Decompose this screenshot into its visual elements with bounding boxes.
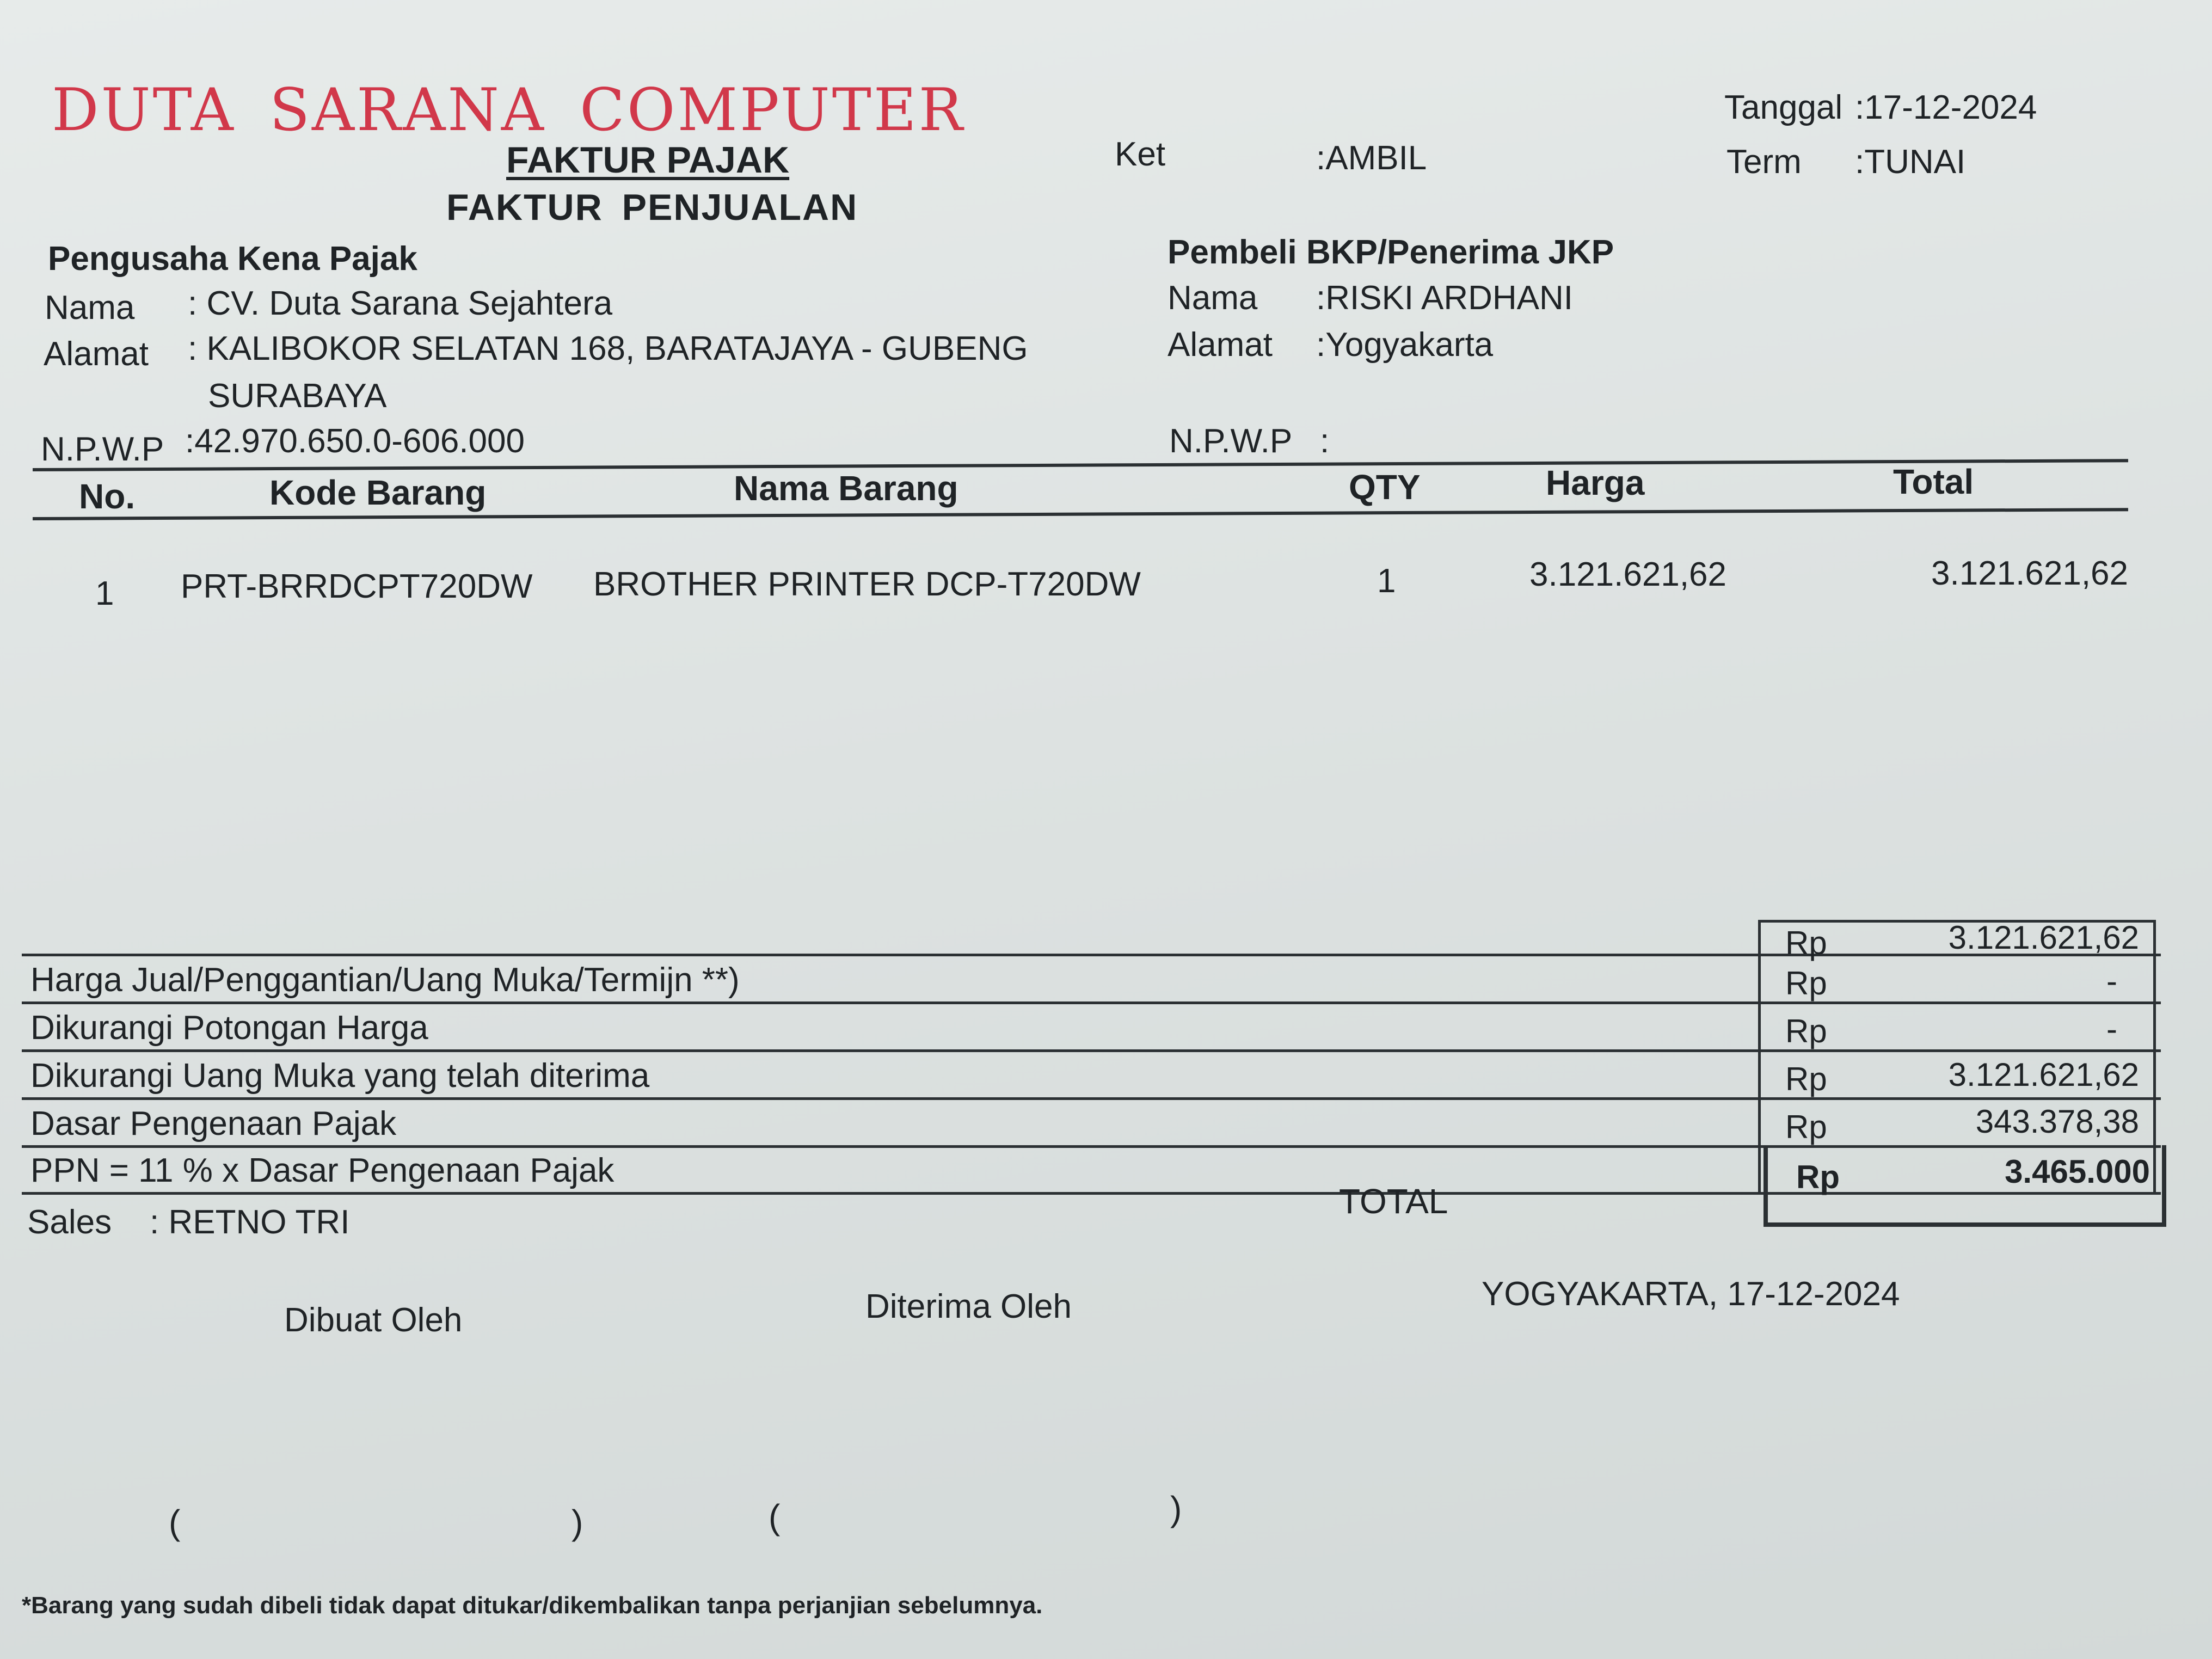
summary-box bbox=[22, 919, 2161, 1230]
summary-box-left-edge bbox=[1758, 920, 1761, 1192]
table-header-harga: Harga bbox=[1546, 463, 1645, 502]
total-currency: Rp bbox=[1796, 1159, 1840, 1195]
summary-rule bbox=[22, 1097, 2161, 1100]
sales-label: Sales bbox=[27, 1203, 112, 1241]
total-label: TOTAL bbox=[1339, 1182, 1448, 1221]
total-box-left bbox=[1764, 1145, 1768, 1227]
summary-rule bbox=[22, 1049, 2161, 1052]
signature-dibuat-oleh: Dibuat Oleh bbox=[284, 1301, 463, 1339]
ket-value: :AMBIL bbox=[1316, 139, 1427, 177]
footnote: *Barang yang sudah dibeli tidak dapat ditukar/dikembalikan tanpa perjanjian sebelumnya. bbox=[22, 1592, 1043, 1619]
tanggal-value: :17-12-2024 bbox=[1855, 89, 2037, 126]
signature-close-paren: ) bbox=[1170, 1489, 1182, 1528]
summary-amount-harga-jual: 3.121.621,62 bbox=[1948, 919, 2139, 956]
summary-rule bbox=[22, 1192, 2161, 1195]
summary-currency: Rp bbox=[1785, 1013, 1827, 1049]
seller-npwp-value: :42.970.650.0-606.000 bbox=[185, 422, 525, 460]
summary-currency: Rp bbox=[1785, 965, 1827, 1001]
summary-currency: Rp bbox=[1785, 1061, 1827, 1097]
term-value: :TUNAI bbox=[1855, 143, 1966, 181]
signature-place-date: YOGYAKARTA, 17-12-2024 bbox=[1482, 1275, 1900, 1313]
buyer-heading: Pembeli BKP/Penerima JKP bbox=[1168, 234, 1614, 271]
total-amount: 3.465.000 bbox=[2005, 1153, 2150, 1190]
buyer-npwp-value: : bbox=[1320, 422, 1330, 460]
summary-currency: Rp bbox=[1785, 1109, 1827, 1145]
term-label: Term bbox=[1726, 143, 1802, 181]
row-harga: 3.121.621,62 bbox=[1529, 556, 1727, 593]
summary-amount-dpp: 3.121.621,62 bbox=[1948, 1056, 2139, 1093]
row-no: 1 bbox=[95, 575, 114, 612]
row-qty: 1 bbox=[1377, 562, 1396, 600]
ket-label: Ket bbox=[1115, 136, 1166, 173]
buyer-nama-label: Nama bbox=[1168, 279, 1258, 317]
buyer-alamat-value: :Yogyakarta bbox=[1316, 326, 1494, 364]
seller-npwp-label: N.P.W.P bbox=[41, 431, 164, 468]
doc-title-faktur-penjualan: FAKTUR PENJUALAN bbox=[446, 187, 858, 228]
seller-alamat-line2: SURABAYA bbox=[208, 377, 387, 415]
summary-label-uang-muka: Dikurangi Uang Muka yang telah diterima bbox=[30, 1057, 650, 1095]
company-name: DUTA SARANA COMPUTER bbox=[52, 76, 965, 144]
signature-open-paren: ( bbox=[769, 1497, 781, 1537]
signature-diterima-oleh: Diterima Oleh bbox=[865, 1288, 1072, 1325]
summary-label-dpp: Dasar Pengenaan Pajak bbox=[30, 1105, 397, 1142]
buyer-npwp-label: N.P.W.P bbox=[1169, 422, 1293, 460]
signature-open-paren: ( bbox=[169, 1503, 181, 1542]
summary-amount-uang-muka: - bbox=[2106, 1011, 2117, 1047]
summary-amount-ppn: 343.378,38 bbox=[1975, 1103, 2139, 1140]
table-header-qty: QTY bbox=[1349, 468, 1421, 507]
summary-label-potongan: Dikurangi Potongan Harga bbox=[30, 1009, 428, 1047]
buyer-alamat-label: Alamat bbox=[1168, 326, 1273, 364]
total-box-right bbox=[2162, 1145, 2166, 1227]
summary-rule bbox=[22, 1001, 2161, 1004]
table-top-rule bbox=[33, 459, 2128, 471]
summary-rule bbox=[22, 954, 2161, 956]
row-kode: PRT-BRRDCPT720DW bbox=[181, 568, 533, 605]
seller-nama-label: Nama bbox=[45, 289, 135, 327]
sales-value: : RETNO TRI bbox=[150, 1203, 350, 1241]
total-box-bottom bbox=[1764, 1222, 2166, 1227]
table-header-nama: Nama Barang bbox=[734, 469, 958, 508]
summary-currency: Rp bbox=[1785, 925, 1827, 961]
row-nama: BROTHER PRINTER DCP-T720DW bbox=[593, 566, 1141, 603]
summary-label-ppn: PPN = 11 % x Dasar Pengenaan Pajak bbox=[30, 1152, 615, 1189]
summary-amount-potongan: - bbox=[2106, 963, 2117, 999]
seller-alamat-line1: : KALIBOKOR SELATAN 168, BARATAJAYA - GUBENG bbox=[188, 330, 1028, 367]
row-total: 3.121.621,62 bbox=[1931, 555, 2129, 592]
buyer-nama-value: :RISKI ARDHANI bbox=[1316, 279, 1573, 317]
table-header-total: Total bbox=[1893, 462, 1974, 501]
signature-close-paren: ) bbox=[572, 1503, 583, 1542]
summary-rule bbox=[22, 1145, 2161, 1148]
summary-box-right-edge bbox=[2153, 920, 2156, 1192]
seller-heading: Pengusaha Kena Pajak bbox=[48, 240, 417, 278]
seller-nama-value: : CV. Duta Sarana Sejahtera bbox=[188, 285, 613, 322]
seller-alamat-label: Alamat bbox=[44, 335, 149, 373]
table-header-no: No. bbox=[79, 477, 136, 516]
table-header-kode: Kode Barang bbox=[269, 473, 487, 512]
summary-label-harga-jual: Harga Jual/Penggantian/Uang Muka/Termijn **) bbox=[30, 961, 740, 999]
doc-title-faktur-pajak: FAKTUR PAJAK bbox=[506, 139, 790, 181]
tanggal-label: Tanggal bbox=[1724, 89, 1843, 126]
